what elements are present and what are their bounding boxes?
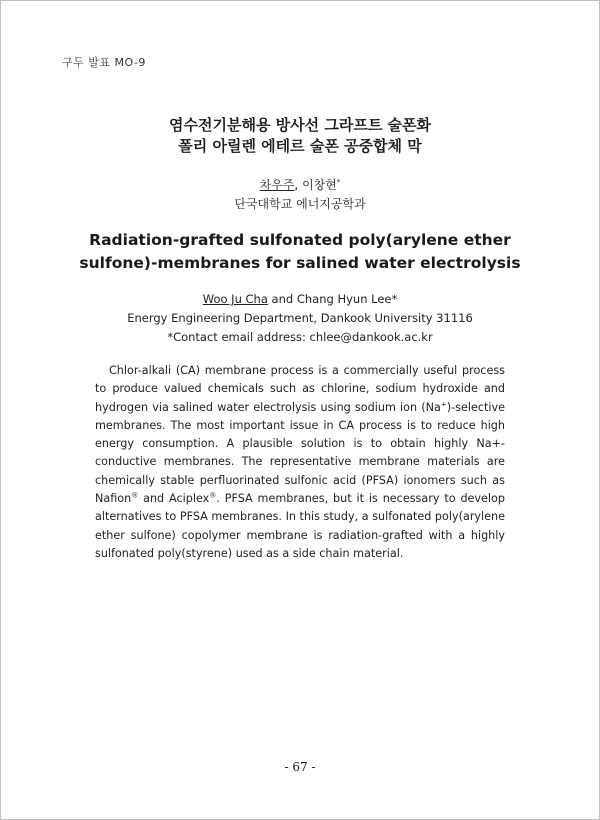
- english-title-line2: sulfone)-membranes for salined water electrolysis: [79, 254, 521, 272]
- english-authors: [0, 292, 600, 306]
- korean-affiliation: 단국대학교 에너지공학과: [234, 197, 366, 211]
- korean-presenter: 차우주: [259, 178, 295, 192]
- registered-mark: ®: [131, 491, 139, 500]
- korean-authors: [0, 176, 600, 193]
- korean-author-separator: ,: [294, 178, 303, 192]
- abstract-text-part2: )-selective membranes. The most important issue in CA process is to reduce high energy consumption. A plausible solution is to obtain highly Na+-conductive membranes. The representative membrane materials are chemically stable perfluorinated sulfonic acid (PFSA) ionomers such as Nafion: [95, 400, 505, 506]
- session-code: 구두 발표 MO-9: [62, 56, 146, 69]
- contact-email: *Contact email address: chlee@dankook.ac.kr: [167, 330, 433, 344]
- abstract-text-part4: . PFSA membranes, but it is necessary to develop alternatives to PFSA membranes. In this study, a sulfonated poly(arylene ether sulfone) copolymer membrane is radiation-grafted with a highly sulfonated poly(styrene) used as a side chain material.: [95, 492, 505, 560]
- korean-title-line2: 폴리 아릴렌 에테르 술폰 공중합체 막: [178, 137, 422, 155]
- korean-coauthor: 이창현: [302, 178, 337, 192]
- english-title-line1: Radiation-grafted sulfonated poly(arylene ether: [89, 231, 511, 249]
- abstract-body: [95, 362, 505, 563]
- corresponding-mark: *: [336, 178, 341, 186]
- registered-mark: ®: [209, 491, 217, 500]
- page-number: - 67 -: [284, 760, 316, 774]
- english-presenter: Woo Ju Cha: [202, 292, 268, 306]
- english-department: Energy Engineering Department, Dankook University 31116: [127, 311, 473, 325]
- abstract-text-part1: Chlor-alkali (CA) membrane process is a commercially useful process to produce valued chemicals such as chlorine, sodium hydroxide and hydrogen via salined water electrolysis using sodium ion (Na: [95, 364, 505, 414]
- abstract-text-part3: and Aciplex: [138, 492, 210, 506]
- english-coauthor: and Chang Hyun Lee*: [267, 292, 398, 306]
- sodium-ion-superscript: +: [440, 399, 447, 408]
- korean-title-line1: 염수전기분해용 방사선 그라프트 술폰화: [169, 116, 431, 134]
